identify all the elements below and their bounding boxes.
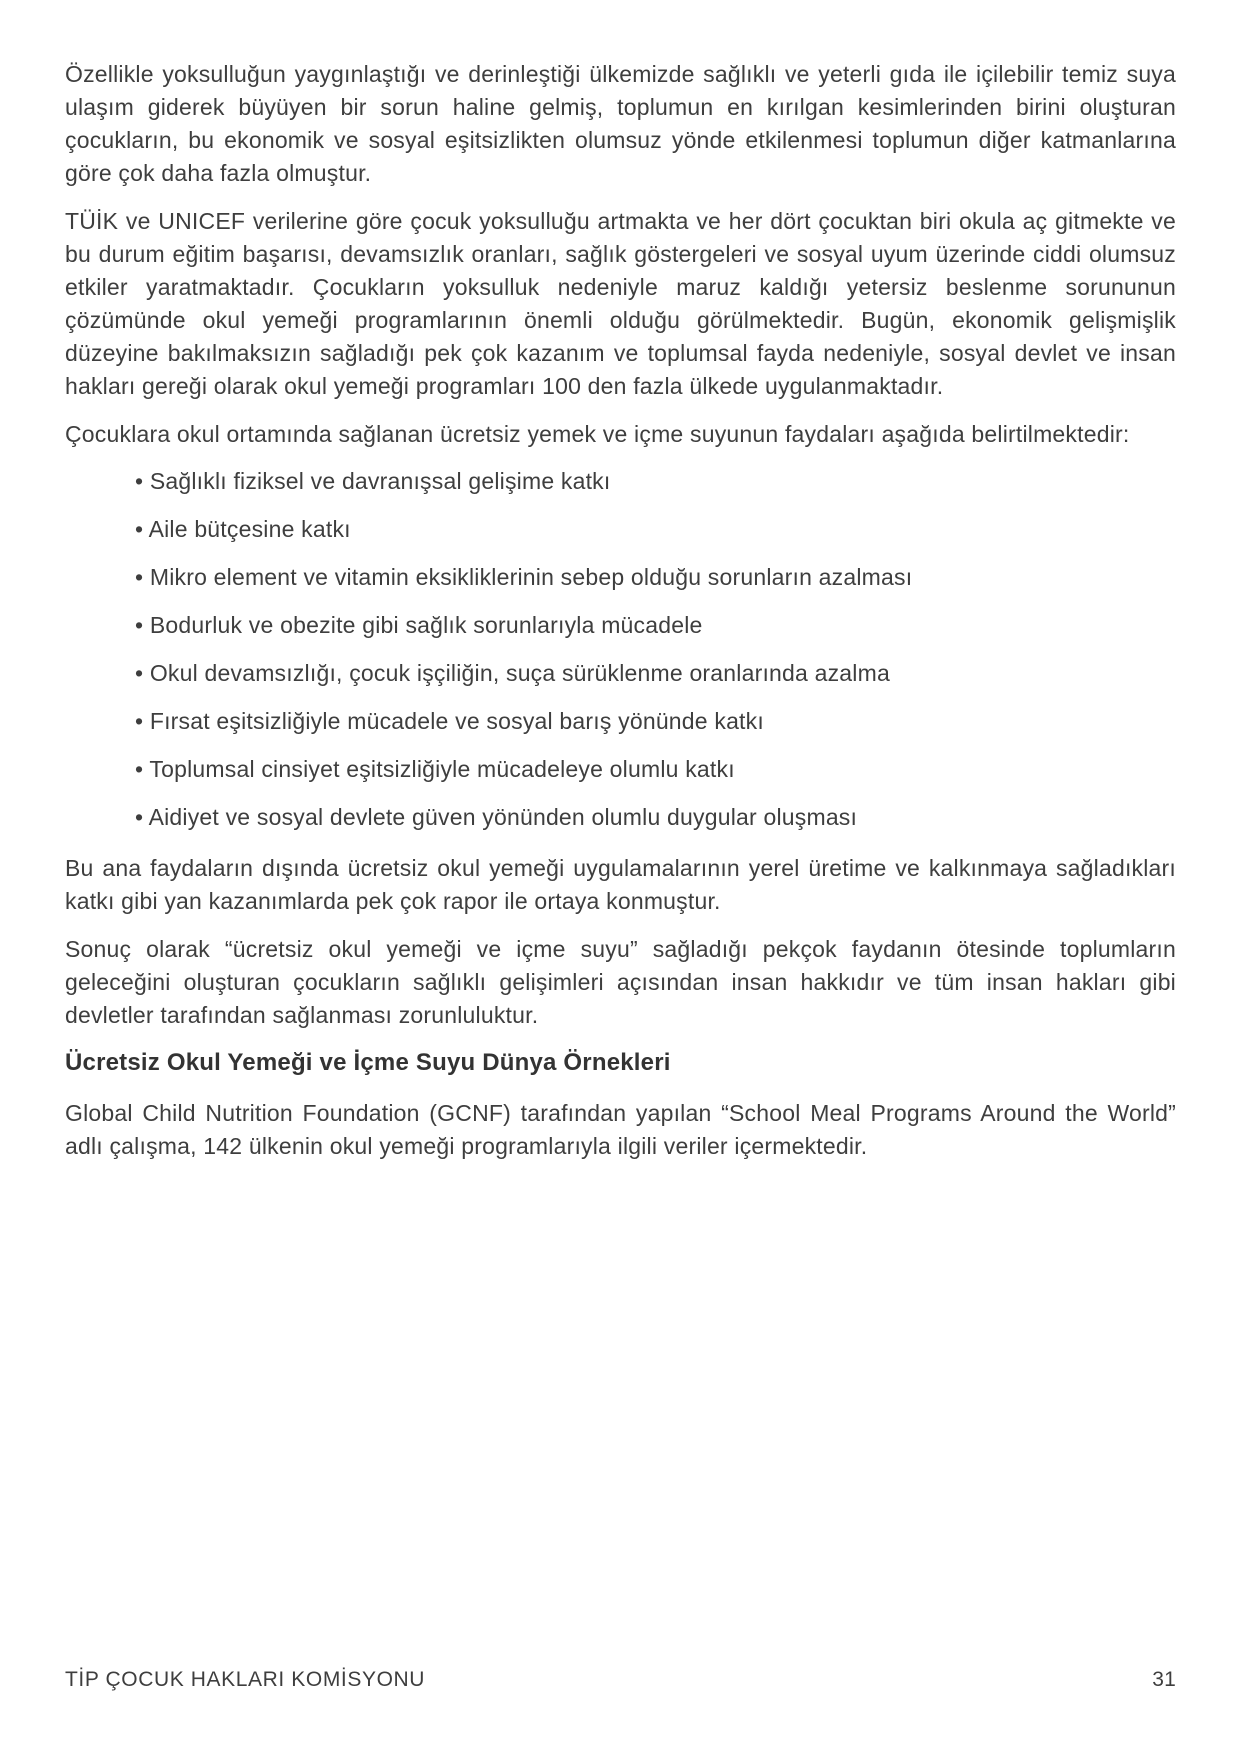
paragraph-gcnf: Global Child Nutrition Foundation (GCNF) tarafından yapılan “School Meal Programs Around the World” adlı çalışma, 142 ülkenin okul yemeği programlarıyla ilgili veriler içermektedir.	[65, 1100, 1176, 1159]
page-footer	[65, 1668, 1176, 1692]
paragraph-poverty: Özellikle yoksulluğun yaygınlaştığı ve derinleştiği ülkemizde sağlıklı ve yeterli gıda ile içilebilir temiz suya ulaşım giderek büyüyen bir sorun haline gelmiş, toplumun en kırılgan kesimlerinden birini oluşturan çocukların, bu ekonomik ve sosyal eşitsizlikten olumsuz yönde etkilenmesi toplumun diğer katmanlarına göre çok daha fazla olmuştur.	[65, 61, 1176, 186]
page-number: 31	[1152, 1668, 1176, 1691]
bullet-item-family-budget: • Aile bütçesine katkı	[135, 516, 351, 542]
paragraph-tuik-unicef: TÜİK ve UNICEF verilerine göre çocuk yoksulluğu artmakta ve her dört çocuktan biri okula aç gitmekte ve bu durum eğitim başarısı, devamsızlık oranları, sağlık göstergeleri ve sosyal uyum üzerinde ciddi olumsuz etkiler yaratmaktadır. Çocukların yoksulluk nedeniyle maruz kaldığı yetersiz beslenme sorununun çözümünde okul yemeği programlarının önemli olduğu görülmektedir. Bugün, ekonomik gelişmişlik düzeyine bakılmaksızın sağladığı pek çok kazanım ve toplumsal fayda nedeniyle, sosyal devlet ve insan hakları gereği olarak okul yemeği programları 100 den fazla ülkede uygulanmaktadır.	[65, 208, 1176, 399]
paragraph-conclusion: Sonuç olarak “ücretsiz okul yemeği ve içme suyu” sağladığı pekçok faydanın ötesinde toplumların geleceğini oluşturan çocukların sağlıklı gelişimleri açısından insan hakkıdır ve tüm insan hakları gibi devletler tarafından sağlanması zorunluluktur.	[65, 936, 1176, 1028]
bullet-item-gender-equality: • Toplumsal cinsiyet eşitsizliğiyle mücadeleye olumlu katkı	[135, 756, 735, 782]
bullet-item-equal-opportunity: • Fırsat eşitsizliğiyle mücadele ve sosyal barış yönünde katkı	[135, 708, 764, 734]
bullet-item-health-development: • Sağlıklı fiziksel ve davranışsal gelişime katkı	[135, 468, 611, 494]
footer-commission-name: TİP ÇOCUK HAKLARI KOMİSYONU	[65, 1668, 426, 1691]
bullet-item-belonging: • Aidiyet ve sosyal devlete güven yönünden olumlu duygular oluşması	[135, 804, 858, 830]
paragraph-benefits-intro: Çocuklara okul ortamında sağlanan ücretsiz yemek ve içme suyunun faydaları aşağıda belirtilmektedir:	[65, 421, 1130, 447]
bullet-item-absenteeism: • Okul devamsızlığı, çocuk işçiliğin, suça sürüklenme oranlarında azalma	[135, 660, 890, 686]
bullet-item-micronutrients: • Mikro element ve vitamin eksikliklerinin sebep olduğu sorunların azalması	[135, 564, 913, 590]
section-heading-world-examples: Ücretsiz Okul Yemeği ve İçme Suyu Dünya Örnekleri	[65, 1049, 671, 1076]
bullet-item-stunting-obesity: • Bodurluk ve obezite gibi sağlık sorunlarıyla mücadele	[135, 612, 703, 638]
paragraph-side-benefits: Bu ana faydaların dışında ücretsiz okul yemeği uygulamalarının yerel üretime ve kalkınmaya sağladıkları katkı gibi yan kazanımlarda pek çok rapor ile ortaya konmuştur.	[65, 855, 1176, 914]
